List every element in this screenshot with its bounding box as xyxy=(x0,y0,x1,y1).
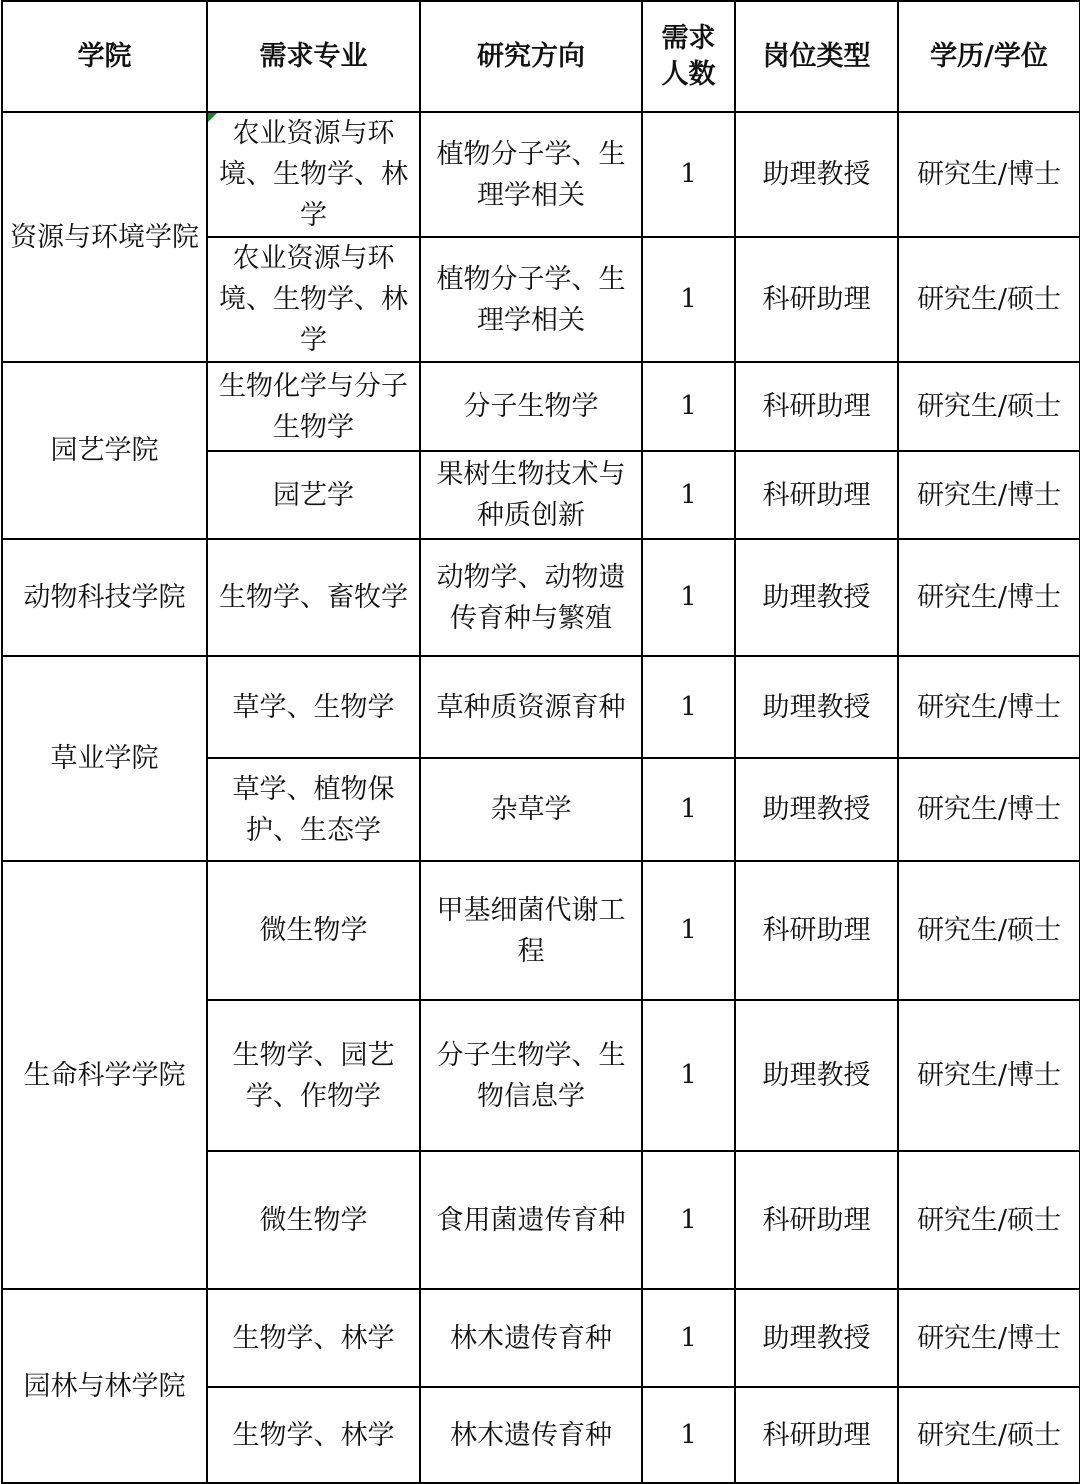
degree-cell: 研究生/博士 xyxy=(898,1000,1080,1151)
major-cell: 微生物学 xyxy=(207,1151,420,1289)
post-type-cell: 助理教授 xyxy=(735,112,898,237)
college-cell: 园林与林学院 xyxy=(2,1289,207,1483)
direction-cell: 林木遗传育种 xyxy=(420,1289,642,1387)
header-degree: 学历/学位 xyxy=(898,1,1080,112)
count-cell: 1 xyxy=(642,1289,735,1387)
major-cell: 生物学、畜牧学 xyxy=(207,539,420,656)
degree-cell: 研究生/博士 xyxy=(898,112,1080,237)
major-cell: 农业资源与环境、生物学、林学 xyxy=(207,112,420,237)
direction-cell: 林木遗传育种 xyxy=(420,1387,642,1483)
count-cell: 1 xyxy=(642,758,735,861)
direction-cell: 分子生物学、生物信息学 xyxy=(420,1000,642,1151)
post-type-cell: 科研助理 xyxy=(735,237,898,362)
header-major: 需求专业 xyxy=(207,1,420,112)
post-type-cell: 助理教授 xyxy=(735,656,898,758)
header-count: 需求人数 xyxy=(642,1,735,112)
direction-cell: 果树生物技术与种质创新 xyxy=(420,451,642,539)
table-row xyxy=(2,861,1080,1000)
degree-cell: 研究生/硕士 xyxy=(898,1387,1080,1483)
post-type-cell: 助理教授 xyxy=(735,539,898,656)
direction-cell: 分子生物学 xyxy=(420,362,642,451)
header-row xyxy=(2,1,1080,112)
count-cell: 1 xyxy=(642,1000,735,1151)
count-cell: 1 xyxy=(642,112,735,237)
direction-cell: 动物学、动物遗传育种与繁殖 xyxy=(420,539,642,656)
post-type-cell: 助理教授 xyxy=(735,758,898,861)
post-type-cell: 助理教授 xyxy=(735,1289,898,1387)
major-cell: 生物学、林学 xyxy=(207,1387,420,1483)
direction-cell: 草种质资源育种 xyxy=(420,656,642,758)
count-cell: 1 xyxy=(642,1151,735,1289)
header-direction: 研究方向 xyxy=(420,1,642,112)
college-cell: 资源与环境学院 xyxy=(2,112,207,362)
header-college: 学院 xyxy=(2,1,207,112)
recruitment-table xyxy=(1,0,1080,1484)
major-cell: 园艺学 xyxy=(207,451,420,539)
table-row xyxy=(2,112,1080,237)
direction-cell: 植物分子学、生理学相关 xyxy=(420,112,642,237)
college-cell: 草业学院 xyxy=(2,656,207,861)
major-cell: 生物学、园艺学、作物学 xyxy=(207,1000,420,1151)
college-cell: 生命科学学院 xyxy=(2,861,207,1289)
degree-cell: 研究生/博士 xyxy=(898,656,1080,758)
post-type-cell: 助理教授 xyxy=(735,1000,898,1151)
major-cell: 生物学、林学 xyxy=(207,1289,420,1387)
degree-cell: 研究生/博士 xyxy=(898,539,1080,656)
college-cell: 园艺学院 xyxy=(2,362,207,539)
count-cell: 1 xyxy=(642,451,735,539)
direction-cell: 植物分子学、生理学相关 xyxy=(420,237,642,362)
count-cell: 1 xyxy=(642,539,735,656)
direction-cell: 杂草学 xyxy=(420,758,642,861)
header-post-type: 岗位类型 xyxy=(735,1,898,112)
count-cell: 1 xyxy=(642,1387,735,1483)
table-row xyxy=(2,539,1080,656)
post-type-cell: 科研助理 xyxy=(735,362,898,451)
table-row xyxy=(2,1289,1080,1387)
major-cell: 微生物学 xyxy=(207,861,420,1000)
count-cell: 1 xyxy=(642,861,735,1000)
degree-cell: 研究生/博士 xyxy=(898,1289,1080,1387)
major-cell: 草学、生物学 xyxy=(207,656,420,758)
major-cell: 草学、植物保护、生态学 xyxy=(207,758,420,861)
count-cell: 1 xyxy=(642,656,735,758)
major-cell: 农业资源与环境、生物学、林学 xyxy=(207,237,420,362)
degree-cell: 研究生/硕士 xyxy=(898,861,1080,1000)
direction-cell: 甲基细菌代谢工程 xyxy=(420,861,642,1000)
post-type-cell: 科研助理 xyxy=(735,1151,898,1289)
post-type-cell: 科研助理 xyxy=(735,861,898,1000)
degree-cell: 研究生/硕士 xyxy=(898,1151,1080,1289)
table-row xyxy=(2,362,1080,451)
post-type-cell: 科研助理 xyxy=(735,1387,898,1483)
degree-cell: 研究生/硕士 xyxy=(898,362,1080,451)
major-cell: 生物化学与分子生物学 xyxy=(207,362,420,451)
college-cell: 动物科技学院 xyxy=(2,539,207,656)
count-cell: 1 xyxy=(642,362,735,451)
degree-cell: 研究生/博士 xyxy=(898,758,1080,861)
table-row xyxy=(2,656,1080,758)
degree-cell: 研究生/硕士 xyxy=(898,237,1080,362)
post-type-cell: 科研助理 xyxy=(735,451,898,539)
direction-cell: 食用菌遗传育种 xyxy=(420,1151,642,1289)
degree-cell: 研究生/博士 xyxy=(898,451,1080,539)
count-cell: 1 xyxy=(642,237,735,362)
